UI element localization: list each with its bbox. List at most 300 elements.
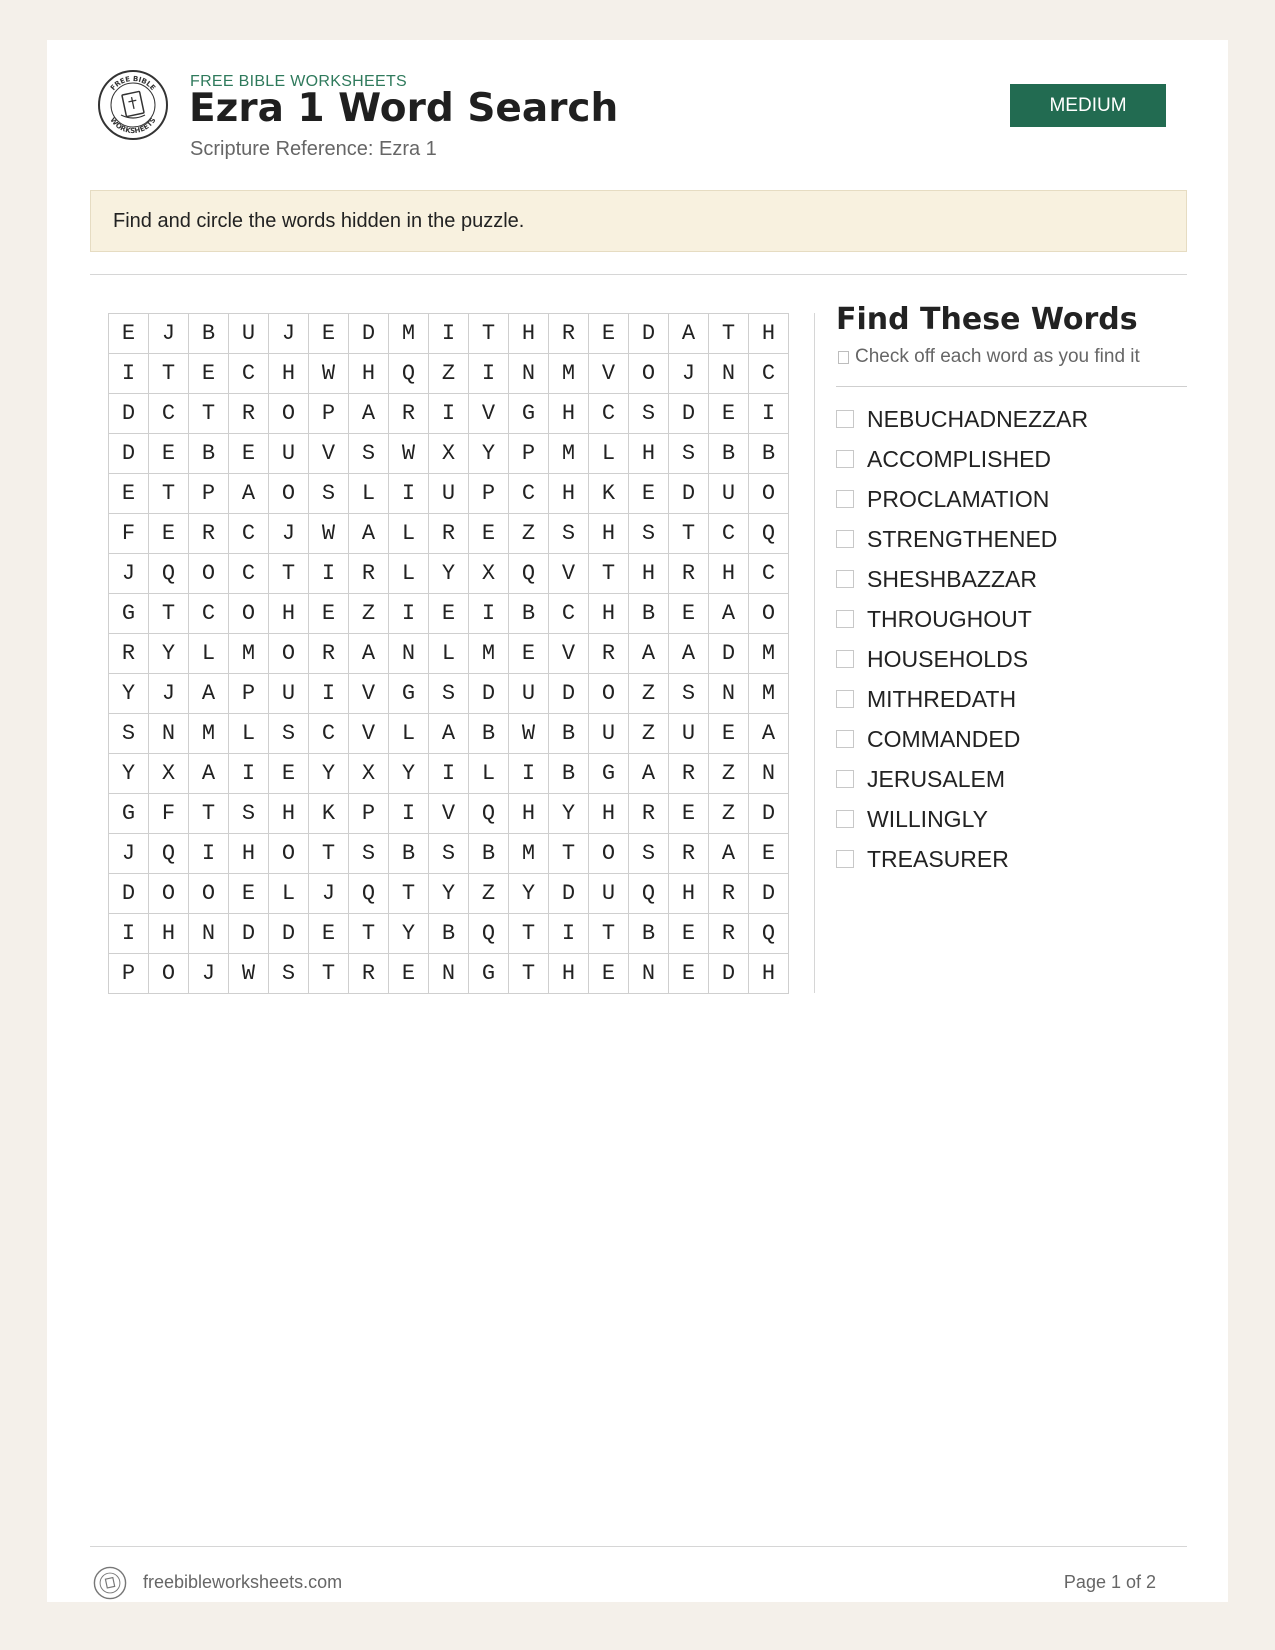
grid-cell[interactable]: D xyxy=(709,634,749,674)
grid-cell[interactable]: M xyxy=(509,834,549,874)
grid-cell[interactable]: W xyxy=(509,714,549,754)
grid-cell[interactable]: R xyxy=(349,554,389,594)
grid-cell[interactable]: G xyxy=(109,594,149,634)
grid-cell[interactable]: R xyxy=(549,314,589,354)
grid-cell[interactable]: E xyxy=(669,954,709,994)
grid-cell[interactable]: H xyxy=(549,954,589,994)
grid-cell[interactable]: C xyxy=(749,554,789,594)
grid-cell[interactable]: D xyxy=(709,954,749,994)
grid-cell[interactable]: D xyxy=(549,674,589,714)
grid-cell[interactable]: H xyxy=(549,394,589,434)
grid-cell[interactable]: E xyxy=(669,794,709,834)
grid-cell[interactable]: T xyxy=(149,474,189,514)
grid-cell[interactable]: N xyxy=(509,354,549,394)
grid-cell[interactable]: T xyxy=(549,834,589,874)
grid-cell[interactable]: S xyxy=(549,514,589,554)
grid-cell[interactable]: M xyxy=(189,714,229,754)
grid-cell[interactable]: E xyxy=(309,594,349,634)
grid-cell[interactable]: T xyxy=(389,874,429,914)
word-checkbox[interactable] xyxy=(836,850,854,868)
word-checkbox[interactable] xyxy=(836,730,854,748)
grid-cell[interactable]: D xyxy=(109,394,149,434)
grid-cell[interactable]: K xyxy=(589,474,629,514)
grid-cell[interactable]: B xyxy=(389,834,429,874)
grid-cell[interactable]: S xyxy=(269,954,309,994)
word-checkbox[interactable] xyxy=(836,610,854,628)
grid-cell[interactable]: D xyxy=(109,434,149,474)
grid-cell[interactable]: H xyxy=(349,354,389,394)
grid-cell[interactable]: E xyxy=(309,314,349,354)
grid-cell[interactable]: Y xyxy=(109,674,149,714)
grid-cell[interactable]: Y xyxy=(509,874,549,914)
grid-cell[interactable]: R xyxy=(709,914,749,954)
grid-cell[interactable]: R xyxy=(109,634,149,674)
word-checkbox[interactable] xyxy=(836,530,854,548)
grid-cell[interactable]: S xyxy=(669,674,709,714)
grid-cell[interactable]: X xyxy=(149,754,189,794)
word-checkbox[interactable] xyxy=(836,570,854,588)
grid-cell[interactable]: A xyxy=(749,714,789,754)
grid-cell[interactable]: Z xyxy=(629,714,669,754)
grid-cell[interactable]: G xyxy=(109,794,149,834)
grid-cell[interactable]: A xyxy=(429,714,469,754)
grid-cell[interactable]: H xyxy=(509,314,549,354)
grid-cell[interactable]: Q xyxy=(509,554,549,594)
grid-cell[interactable]: S xyxy=(229,794,269,834)
grid-cell[interactable]: Q xyxy=(149,554,189,594)
grid-cell[interactable]: Y xyxy=(549,794,589,834)
grid-cell[interactable]: Q xyxy=(469,914,509,954)
grid-cell[interactable]: Q xyxy=(349,874,389,914)
grid-cell[interactable]: I xyxy=(429,314,469,354)
grid-cell[interactable]: A xyxy=(629,754,669,794)
grid-cell[interactable]: D xyxy=(349,314,389,354)
grid-cell[interactable]: H xyxy=(669,874,709,914)
grid-cell[interactable]: E xyxy=(589,954,629,994)
grid-cell[interactable]: H xyxy=(709,554,749,594)
grid-cell[interactable]: I xyxy=(429,394,469,434)
grid-cell[interactable]: D xyxy=(549,874,589,914)
grid-cell[interactable]: P xyxy=(349,794,389,834)
grid-cell[interactable]: L xyxy=(229,714,269,754)
grid-cell[interactable]: V xyxy=(309,434,349,474)
grid-cell[interactable]: S xyxy=(109,714,149,754)
grid-cell[interactable]: C xyxy=(309,714,349,754)
grid-cell[interactable]: V xyxy=(589,354,629,394)
grid-cell[interactable]: B xyxy=(429,914,469,954)
grid-cell[interactable]: O xyxy=(589,834,629,874)
grid-cell[interactable]: B xyxy=(749,434,789,474)
grid-cell[interactable]: P xyxy=(309,394,349,434)
grid-cell[interactable]: S xyxy=(429,674,469,714)
grid-cell[interactable]: W xyxy=(389,434,429,474)
grid-cell[interactable]: N xyxy=(189,914,229,954)
grid-cell[interactable]: C xyxy=(509,474,549,514)
grid-cell[interactable]: Z xyxy=(709,754,749,794)
grid-cell[interactable]: B xyxy=(549,754,589,794)
grid-cell[interactable]: L xyxy=(189,634,229,674)
grid-cell[interactable]: A xyxy=(669,634,709,674)
grid-cell[interactable]: J xyxy=(149,314,189,354)
grid-cell[interactable]: D xyxy=(749,874,789,914)
grid-cell[interactable]: Q xyxy=(469,794,509,834)
grid-cell[interactable]: J xyxy=(269,514,309,554)
grid-cell[interactable]: E xyxy=(229,434,269,474)
grid-cell[interactable]: I xyxy=(429,754,469,794)
grid-cell[interactable]: W xyxy=(309,514,349,554)
grid-cell[interactable]: C xyxy=(149,394,189,434)
grid-cell[interactable]: I xyxy=(389,794,429,834)
grid-cell[interactable]: H xyxy=(149,914,189,954)
grid-cell[interactable]: E xyxy=(469,514,509,554)
grid-cell[interactable]: R xyxy=(349,954,389,994)
grid-cell[interactable]: E xyxy=(149,514,189,554)
grid-cell[interactable]: U xyxy=(589,714,629,754)
grid-cell[interactable]: T xyxy=(149,594,189,634)
grid-cell[interactable]: N xyxy=(149,714,189,754)
grid-cell[interactable]: E xyxy=(269,754,309,794)
grid-cell[interactable]: E xyxy=(109,474,149,514)
grid-cell[interactable]: P xyxy=(469,474,509,514)
grid-cell[interactable]: M xyxy=(749,634,789,674)
grid-cell[interactable]: R xyxy=(669,834,709,874)
grid-cell[interactable]: Q xyxy=(749,914,789,954)
grid-cell[interactable]: H xyxy=(229,834,269,874)
grid-cell[interactable]: B xyxy=(189,314,229,354)
grid-cell[interactable]: E xyxy=(429,594,469,634)
grid-cell[interactable]: L xyxy=(589,434,629,474)
grid-cell[interactable]: L xyxy=(469,754,509,794)
grid-cell[interactable]: I xyxy=(469,354,509,394)
grid-cell[interactable]: I xyxy=(229,754,269,794)
word-checkbox[interactable] xyxy=(836,690,854,708)
grid-cell[interactable]: A xyxy=(349,634,389,674)
grid-cell[interactable]: U xyxy=(429,474,469,514)
grid-cell[interactable]: Y xyxy=(389,914,429,954)
grid-cell[interactable]: D xyxy=(269,914,309,954)
grid-cell[interactable]: H xyxy=(509,794,549,834)
grid-cell[interactable]: R xyxy=(589,634,629,674)
grid-cell[interactable]: V xyxy=(549,634,589,674)
grid-cell[interactable]: U xyxy=(269,674,309,714)
grid-cell[interactable]: A xyxy=(629,634,669,674)
grid-cell[interactable]: G xyxy=(589,754,629,794)
grid-cell[interactable]: O xyxy=(189,554,229,594)
grid-cell[interactable]: E xyxy=(629,474,669,514)
grid-cell[interactable]: P xyxy=(109,954,149,994)
grid-cell[interactable]: J xyxy=(269,314,309,354)
grid-cell[interactable]: R xyxy=(229,394,269,434)
grid-cell[interactable]: W xyxy=(309,354,349,394)
grid-cell[interactable]: N xyxy=(389,634,429,674)
grid-cell[interactable]: Y xyxy=(309,754,349,794)
grid-cell[interactable]: Y xyxy=(429,874,469,914)
word-checkbox[interactable] xyxy=(836,770,854,788)
grid-cell[interactable]: B xyxy=(549,714,589,754)
grid-cell[interactable]: Z xyxy=(469,874,509,914)
grid-cell[interactable]: A xyxy=(709,834,749,874)
grid-cell[interactable]: Q xyxy=(749,514,789,554)
grid-cell[interactable]: H xyxy=(749,314,789,354)
grid-cell[interactable]: C xyxy=(749,354,789,394)
grid-cell[interactable]: R xyxy=(309,634,349,674)
grid-cell[interactable]: M xyxy=(749,674,789,714)
grid-cell[interactable]: S xyxy=(309,474,349,514)
grid-cell[interactable]: N xyxy=(709,674,749,714)
grid-cell[interactable]: Q xyxy=(629,874,669,914)
grid-cell[interactable]: E xyxy=(309,914,349,954)
grid-cell[interactable]: A xyxy=(189,674,229,714)
grid-cell[interactable]: S xyxy=(629,394,669,434)
grid-cell[interactable]: T xyxy=(189,794,229,834)
grid-cell[interactable]: Y xyxy=(469,434,509,474)
grid-cell[interactable]: O xyxy=(269,474,309,514)
grid-cell[interactable]: O xyxy=(269,634,309,674)
grid-cell[interactable]: T xyxy=(349,914,389,954)
grid-cell[interactable]: S xyxy=(349,434,389,474)
grid-cell[interactable]: I xyxy=(469,594,509,634)
grid-cell[interactable]: D xyxy=(749,794,789,834)
grid-cell[interactable]: E xyxy=(229,874,269,914)
grid-cell[interactable]: O xyxy=(749,474,789,514)
grid-cell[interactable]: I xyxy=(549,914,589,954)
grid-cell[interactable]: H xyxy=(589,794,629,834)
grid-cell[interactable]: M xyxy=(549,434,589,474)
grid-cell[interactable]: R xyxy=(189,514,229,554)
grid-cell[interactable]: Z xyxy=(429,354,469,394)
grid-cell[interactable]: Q xyxy=(149,834,189,874)
grid-cell[interactable]: U xyxy=(269,434,309,474)
grid-cell[interactable]: J xyxy=(189,954,229,994)
grid-cell[interactable]: Z xyxy=(709,794,749,834)
grid-cell[interactable]: O xyxy=(269,834,309,874)
grid-cell[interactable]: V xyxy=(349,714,389,754)
grid-cell[interactable]: C xyxy=(229,514,269,554)
grid-cell[interactable]: D xyxy=(669,474,709,514)
grid-cell[interactable]: U xyxy=(509,674,549,714)
grid-cell[interactable]: E xyxy=(669,914,709,954)
grid-cell[interactable]: O xyxy=(149,954,189,994)
grid-cell[interactable]: B xyxy=(629,594,669,634)
grid-cell[interactable]: J xyxy=(109,554,149,594)
grid-cell[interactable]: T xyxy=(269,554,309,594)
grid-cell[interactable]: T xyxy=(589,914,629,954)
grid-cell[interactable]: A xyxy=(709,594,749,634)
grid-cell[interactable]: T xyxy=(709,314,749,354)
grid-cell[interactable]: C xyxy=(229,554,269,594)
grid-cell[interactable]: L xyxy=(389,554,429,594)
grid-cell[interactable]: B xyxy=(469,714,509,754)
grid-cell[interactable]: I xyxy=(389,474,429,514)
grid-cell[interactable]: U xyxy=(709,474,749,514)
grid-cell[interactable]: R xyxy=(669,554,709,594)
grid-cell[interactable]: I xyxy=(309,674,349,714)
grid-cell[interactable]: Z xyxy=(629,674,669,714)
word-checkbox[interactable] xyxy=(836,450,854,468)
grid-cell[interactable]: G xyxy=(509,394,549,434)
grid-cell[interactable]: C xyxy=(229,354,269,394)
grid-cell[interactable]: T xyxy=(509,914,549,954)
grid-cell[interactable]: B xyxy=(189,434,229,474)
grid-cell[interactable]: C xyxy=(549,594,589,634)
grid-cell[interactable]: E xyxy=(709,394,749,434)
grid-cell[interactable]: L xyxy=(349,474,389,514)
grid-cell[interactable]: D xyxy=(629,314,669,354)
grid-cell[interactable]: S xyxy=(269,714,309,754)
grid-cell[interactable]: R xyxy=(429,514,469,554)
word-checkbox[interactable] xyxy=(836,490,854,508)
grid-cell[interactable]: I xyxy=(509,754,549,794)
grid-cell[interactable]: B xyxy=(509,594,549,634)
grid-cell[interactable]: F xyxy=(109,514,149,554)
grid-cell[interactable]: J xyxy=(309,874,349,914)
grid-cell[interactable]: T xyxy=(189,394,229,434)
grid-cell[interactable]: W xyxy=(229,954,269,994)
grid-cell[interactable]: T xyxy=(149,354,189,394)
grid-cell[interactable]: N xyxy=(749,754,789,794)
grid-cell[interactable]: A xyxy=(349,394,389,434)
grid-cell[interactable]: S xyxy=(349,834,389,874)
grid-cell[interactable]: E xyxy=(589,314,629,354)
grid-cell[interactable]: T xyxy=(309,954,349,994)
grid-cell[interactable]: U xyxy=(669,714,709,754)
grid-cell[interactable]: H xyxy=(269,354,309,394)
grid-cell[interactable]: E xyxy=(389,954,429,994)
grid-cell[interactable]: J xyxy=(149,674,189,714)
grid-cell[interactable]: R xyxy=(709,874,749,914)
grid-cell[interactable]: M xyxy=(549,354,589,394)
grid-cell[interactable]: V xyxy=(549,554,589,594)
grid-cell[interactable]: O xyxy=(749,594,789,634)
grid-cell[interactable]: N xyxy=(429,954,469,994)
grid-cell[interactable]: E xyxy=(189,354,229,394)
grid-cell[interactable]: S xyxy=(429,834,469,874)
grid-cell[interactable]: R xyxy=(669,754,709,794)
grid-cell[interactable]: O xyxy=(589,674,629,714)
grid-cell[interactable]: O xyxy=(629,354,669,394)
grid-cell[interactable]: E xyxy=(509,634,549,674)
grid-cell[interactable]: B xyxy=(469,834,509,874)
grid-cell[interactable]: H xyxy=(749,954,789,994)
grid-cell[interactable]: V xyxy=(429,794,469,834)
word-checkbox[interactable] xyxy=(836,650,854,668)
grid-cell[interactable]: I xyxy=(389,594,429,634)
grid-cell[interactable]: R xyxy=(629,794,669,834)
grid-cell[interactable]: V xyxy=(469,394,509,434)
grid-cell[interactable]: S xyxy=(629,834,669,874)
grid-cell[interactable]: X xyxy=(429,434,469,474)
word-checkbox[interactable] xyxy=(836,810,854,828)
grid-cell[interactable]: L xyxy=(389,714,429,754)
grid-cell[interactable]: C xyxy=(589,394,629,434)
grid-cell[interactable]: V xyxy=(349,674,389,714)
grid-cell[interactable]: O xyxy=(269,394,309,434)
grid-cell[interactable]: T xyxy=(669,514,709,554)
grid-cell[interactable]: A xyxy=(669,314,709,354)
grid-cell[interactable]: T xyxy=(509,954,549,994)
grid-cell[interactable]: Z xyxy=(509,514,549,554)
grid-cell[interactable]: X xyxy=(349,754,389,794)
grid-cell[interactable]: N xyxy=(709,354,749,394)
grid-cell[interactable]: M xyxy=(469,634,509,674)
grid-cell[interactable]: D xyxy=(469,674,509,714)
grid-cell[interactable]: H xyxy=(269,594,309,634)
grid-cell[interactable]: O xyxy=(229,594,269,634)
grid-cell[interactable]: R xyxy=(389,394,429,434)
grid-cell[interactable]: M xyxy=(229,634,269,674)
grid-cell[interactable]: D xyxy=(669,394,709,434)
grid-cell[interactable]: H xyxy=(589,594,629,634)
grid-cell[interactable]: P xyxy=(229,674,269,714)
grid-cell[interactable]: E xyxy=(669,594,709,634)
grid-cell[interactable]: H xyxy=(629,554,669,594)
grid-cell[interactable]: Y xyxy=(109,754,149,794)
grid-cell[interactable]: T xyxy=(469,314,509,354)
grid-cell[interactable]: E xyxy=(749,834,789,874)
grid-cell[interactable]: J xyxy=(669,354,709,394)
grid-cell[interactable]: H xyxy=(549,474,589,514)
grid-cell[interactable]: Z xyxy=(349,594,389,634)
word-checkbox[interactable] xyxy=(836,410,854,428)
grid-cell[interactable]: E xyxy=(709,714,749,754)
grid-cell[interactable]: I xyxy=(189,834,229,874)
grid-cell[interactable]: G xyxy=(389,674,429,714)
grid-cell[interactable]: O xyxy=(189,874,229,914)
grid-cell[interactable]: X xyxy=(469,554,509,594)
grid-cell[interactable]: G xyxy=(469,954,509,994)
grid-cell[interactable]: D xyxy=(229,914,269,954)
grid-cell[interactable]: T xyxy=(309,834,349,874)
grid-cell[interactable]: J xyxy=(109,834,149,874)
grid-cell[interactable]: A xyxy=(229,474,269,514)
grid-cell[interactable]: I xyxy=(749,394,789,434)
grid-cell[interactable]: N xyxy=(629,954,669,994)
grid-cell[interactable]: K xyxy=(309,794,349,834)
grid-cell[interactable]: B xyxy=(709,434,749,474)
grid-cell[interactable]: A xyxy=(189,754,229,794)
grid-cell[interactable]: S xyxy=(669,434,709,474)
grid-cell[interactable]: T xyxy=(589,554,629,594)
grid-cell[interactable]: H xyxy=(269,794,309,834)
grid-cell[interactable]: B xyxy=(629,914,669,954)
grid-cell[interactable]: U xyxy=(229,314,269,354)
grid-cell[interactable]: Y xyxy=(429,554,469,594)
grid-cell[interactable]: E xyxy=(109,314,149,354)
grid-cell[interactable]: L xyxy=(429,634,469,674)
grid-cell[interactable]: P xyxy=(189,474,229,514)
grid-cell[interactable]: C xyxy=(709,514,749,554)
grid-cell[interactable]: M xyxy=(389,314,429,354)
grid-cell[interactable]: O xyxy=(149,874,189,914)
grid-cell[interactable]: L xyxy=(269,874,309,914)
grid-cell[interactable]: A xyxy=(349,514,389,554)
grid-cell[interactable]: U xyxy=(589,874,629,914)
grid-cell[interactable]: F xyxy=(149,794,189,834)
grid-cell[interactable]: I xyxy=(109,914,149,954)
grid-cell[interactable]: I xyxy=(309,554,349,594)
grid-cell[interactable]: S xyxy=(629,514,669,554)
grid-cell[interactable]: L xyxy=(389,514,429,554)
grid-cell[interactable]: P xyxy=(509,434,549,474)
grid-cell[interactable]: H xyxy=(629,434,669,474)
grid-cell[interactable]: H xyxy=(589,514,629,554)
grid-cell[interactable]: Y xyxy=(389,754,429,794)
grid-cell[interactable]: C xyxy=(189,594,229,634)
grid-cell[interactable]: I xyxy=(109,354,149,394)
grid-cell[interactable]: E xyxy=(149,434,189,474)
grid-cell[interactable]: Y xyxy=(149,634,189,674)
grid-cell[interactable]: D xyxy=(109,874,149,914)
